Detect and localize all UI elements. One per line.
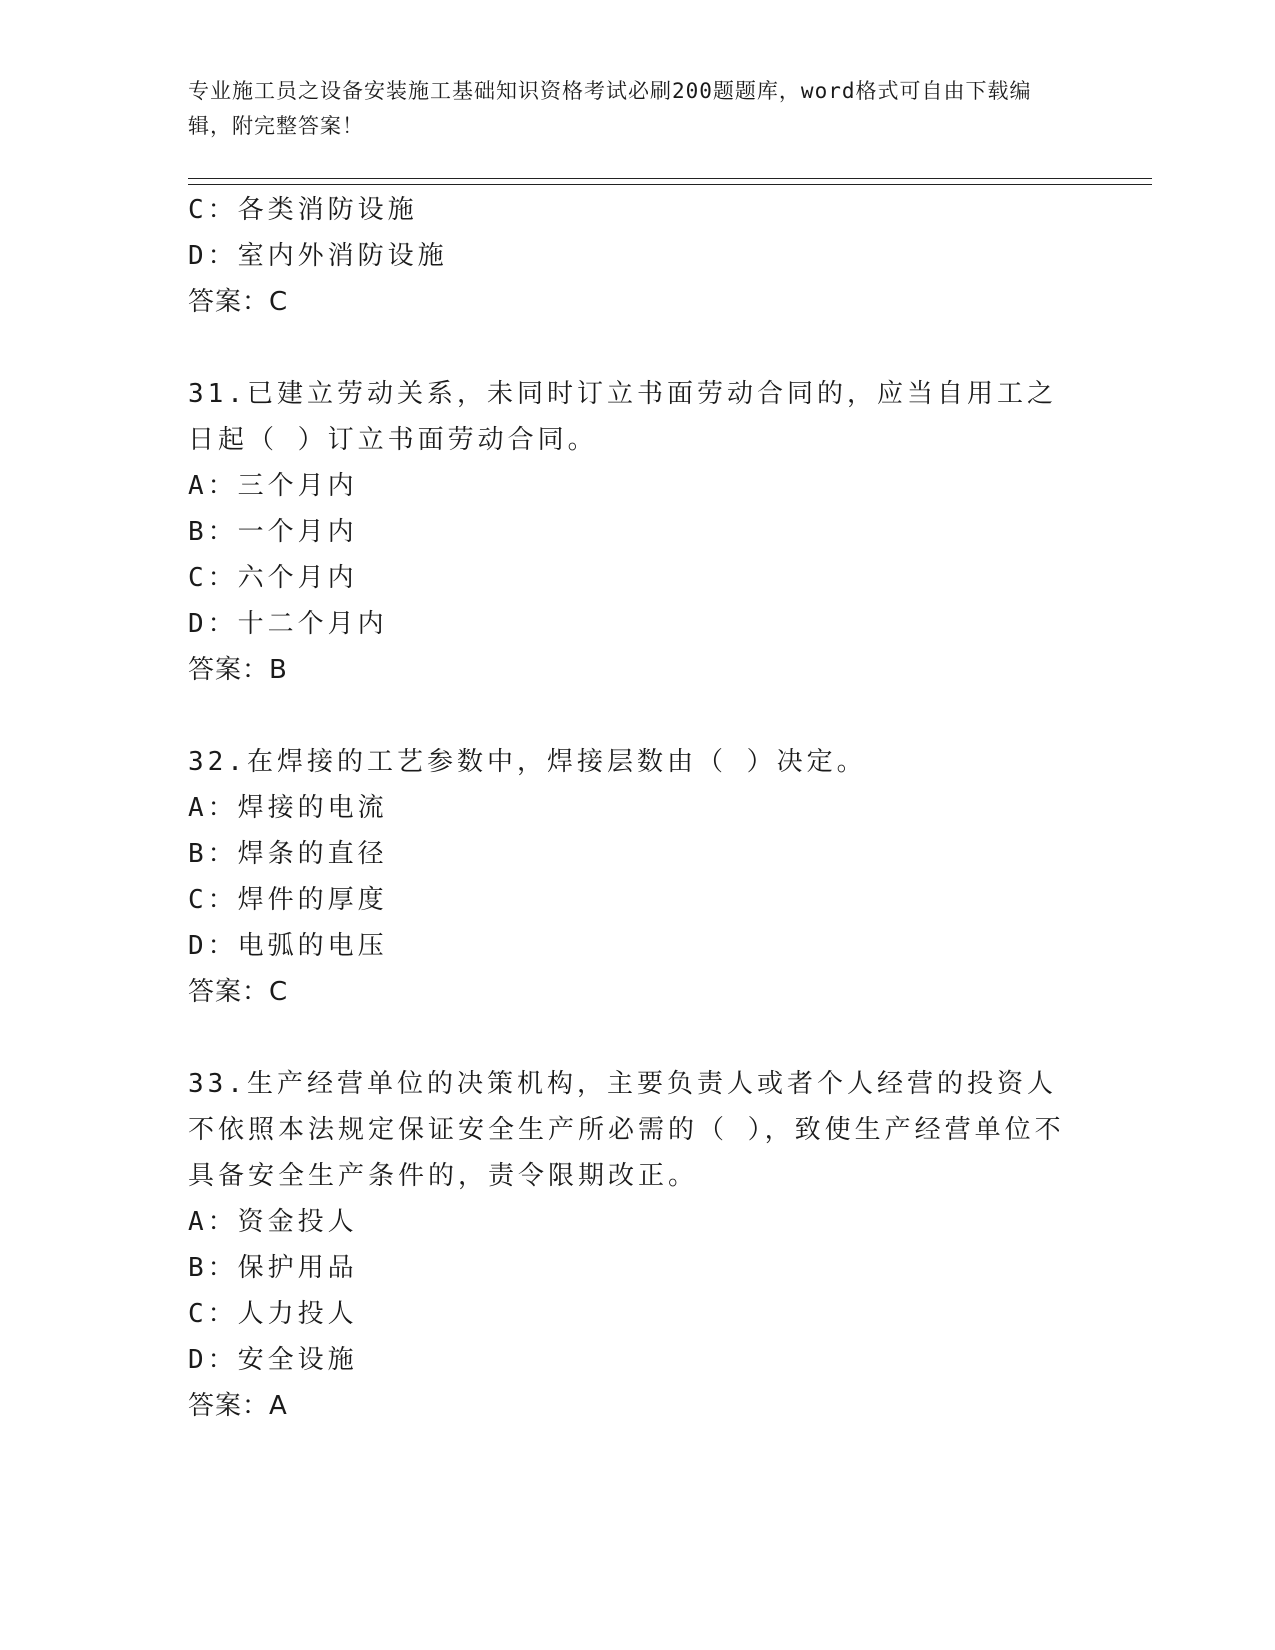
spacer — [188, 693, 1088, 739]
question-33 — [188, 1061, 1088, 1429]
previous-question-tail — [188, 187, 1088, 325]
question-31 — [188, 371, 1088, 693]
question-text: 32.在焊接的工艺参数中，焊接层数由（ ）决定。 — [188, 747, 867, 777]
question-text: 31.已建立劳动关系，未同时订立书面劳动合同的，应当自用工之日起（ ）订立书面劳动合同。 — [188, 379, 1057, 455]
header-divider-bottom — [188, 184, 1152, 185]
option-c: C：焊件的厚度 — [188, 885, 388, 915]
option-b: B：焊条的直径 — [188, 839, 388, 869]
answer: 答案：B — [188, 655, 288, 685]
answer: 答案：C — [188, 287, 289, 317]
option-d: D：电弧的电压 — [188, 931, 388, 961]
header-divider-top — [188, 178, 1152, 179]
option-a: A：资金投人 — [188, 1207, 358, 1237]
option-a: A：焊接的电流 — [188, 793, 388, 823]
option-b: B：一个月内 — [188, 517, 358, 547]
option-d: D：室内外消防设施 — [188, 241, 448, 271]
option-c: C：人力投人 — [188, 1299, 358, 1329]
option-b: B：保护用品 — [188, 1253, 358, 1283]
option-d: D：安全设施 — [188, 1345, 358, 1375]
option-c: C：六个月内 — [188, 563, 358, 593]
spacer — [188, 325, 1088, 371]
question-content — [188, 187, 1088, 1429]
spacer — [188, 1015, 1088, 1061]
option-c: C：各类消防设施 — [188, 195, 418, 225]
question-32 — [188, 739, 1088, 1015]
question-text: 33.生产经营单位的决策机构，主要负责人或者个人经营的投资人不依照本法规定保证安全生产所必需的（ ），致使生产经营单位不具备安全生产条件的，责令限期改正。 — [188, 1069, 1065, 1191]
answer: 答案：A — [188, 1391, 288, 1421]
option-a: A：三个月内 — [188, 471, 358, 501]
option-d: D：十二个月内 — [188, 609, 388, 639]
document-header: 专业施工员之设备安装施工基础知识资格考试必刷200题题库，word格式可自由下载编辑，附完整答案！ — [188, 79, 1032, 138]
answer: 答案：C — [188, 977, 289, 1007]
